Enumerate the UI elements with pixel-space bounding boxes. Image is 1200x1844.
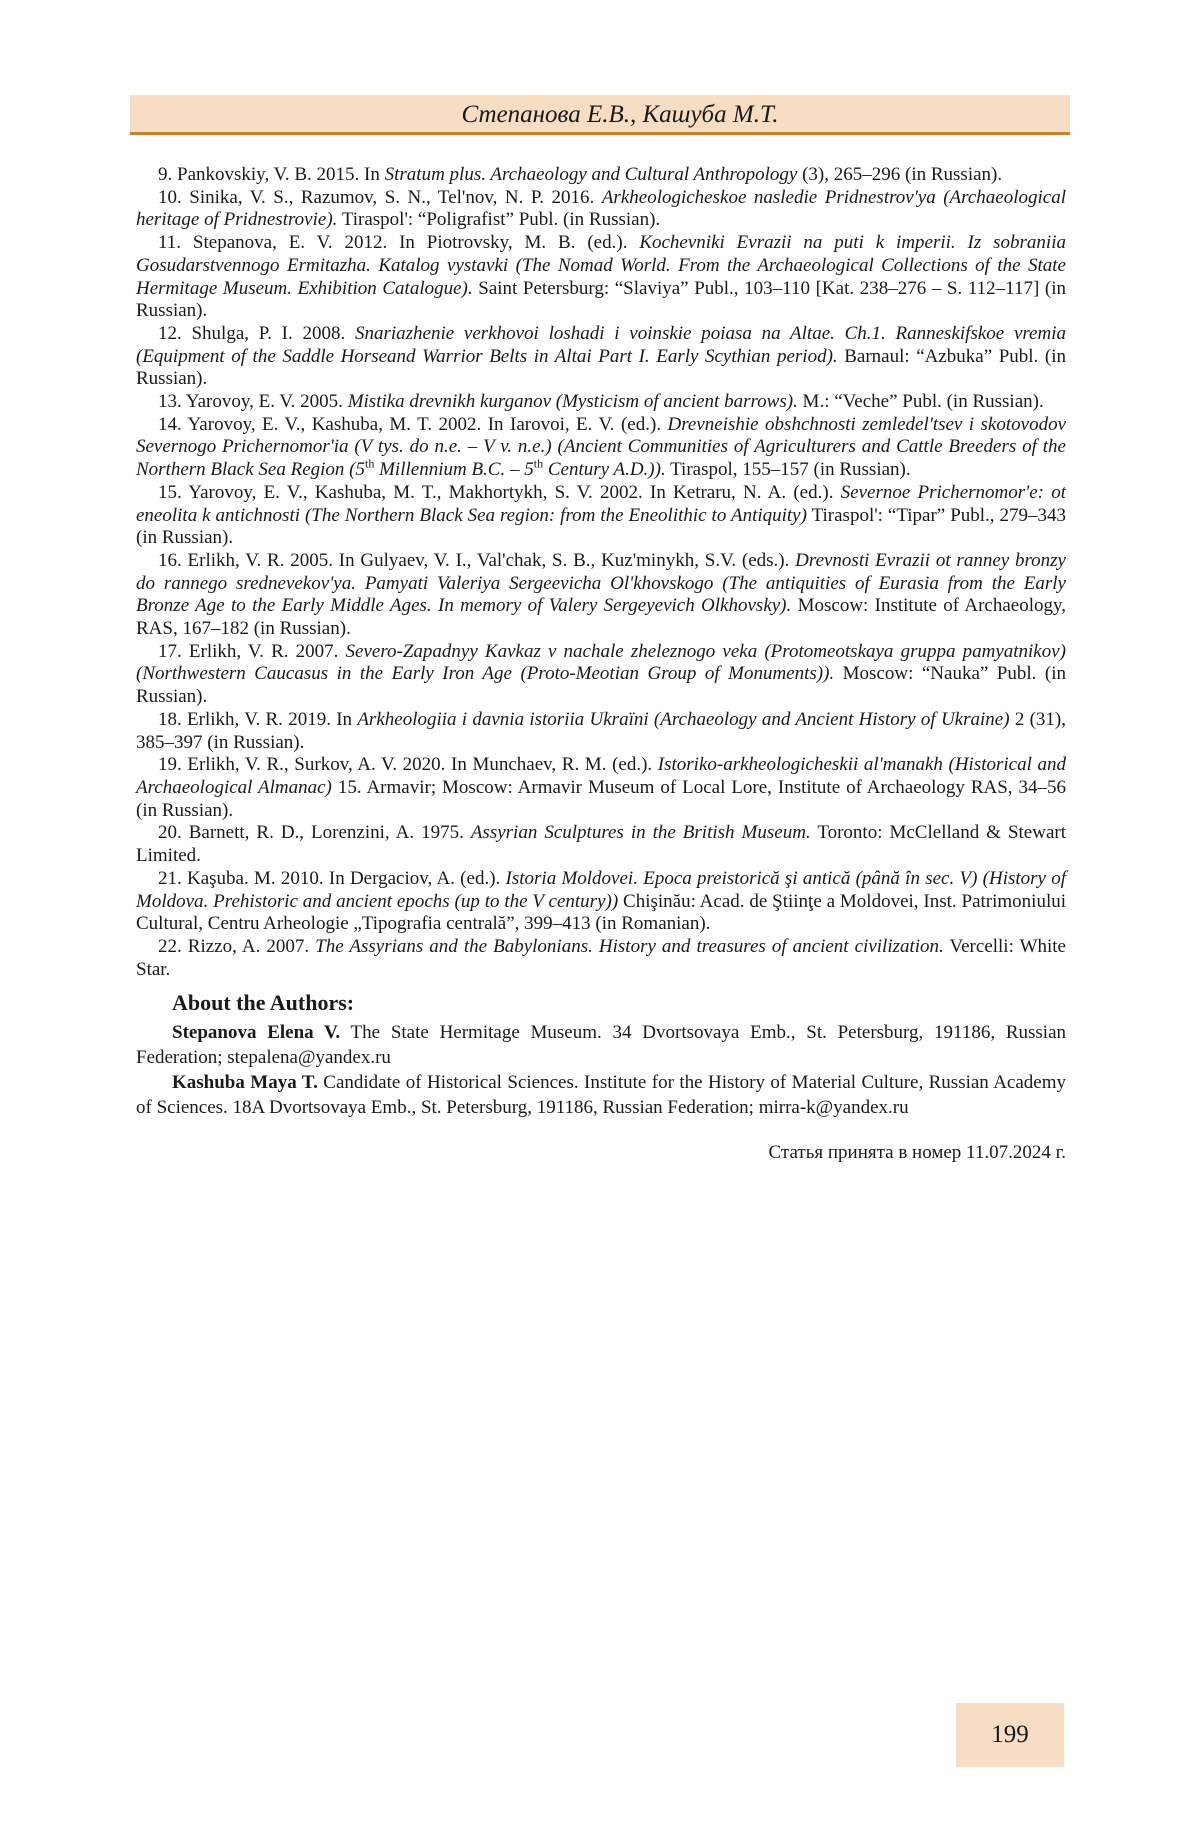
author-affiliation: The State Hermitage Museum. 34 Dvortsovaya Emb., St. Petersburg, 191186, Russian Federation; stepalena@yandex.ru xyxy=(136,1022,1066,1069)
reference-title: Arkheologicheskoe nasledie Pridnestrov'ya (Archaeological heritage of Pridnestrovie). xyxy=(136,186,1066,231)
authors-heading: About the Authors: xyxy=(172,990,355,1016)
reference-details: M.: “Veche” Publ. (in Russian). xyxy=(797,391,1044,413)
author-name: Kashuba Maya T. xyxy=(172,1072,318,1094)
reference-item xyxy=(136,391,1066,414)
reference-number: 14. xyxy=(158,413,182,435)
reference-number: 10. xyxy=(158,186,182,208)
reference-title: The Assyrians and the Babylonians. History and treasures of ancient civilization. xyxy=(315,935,944,957)
reference-item xyxy=(136,641,1066,709)
reference-number: 19. xyxy=(158,754,182,776)
reference-number: 18. xyxy=(158,708,182,730)
reference-title: Drevneishie obshchnosti zemledel'tsev i skotovodov Severnogo Prichernomor'ia (V tys. do n.e. – V v. n.e.) (Ancient Communities of Agriculturers and Cattle Breeders of the Northern Black Sea Region (5 xyxy=(136,413,1066,481)
reference-title-cont: Century A.D.)). xyxy=(543,459,666,481)
reference-number: 12. xyxy=(158,322,182,344)
page-number: 199 xyxy=(991,1721,1029,1748)
reference-authors: Erlikh, V. R. 2019. In xyxy=(181,708,358,730)
reference-item xyxy=(136,414,1066,482)
reference-authors: Yarovoy, E. V., Kashuba, M. T., Makhortykh, S. V. 2002. In Ketraru, N. A. (ed.). xyxy=(181,481,841,503)
reference-superscript: th xyxy=(365,456,375,471)
page-content xyxy=(136,164,1066,1165)
reference-details: (3), 265–296 (in Russian). xyxy=(797,164,1003,185)
reference-number: 17. xyxy=(158,640,182,662)
reference-item xyxy=(136,187,1066,232)
reference-title: Drevnosti Evrazii ot ranney bronzy do rannego srednevekov'ya. Pamyati Valeriya Sergeevicha Ol'khovskogo (The antiquities of Eurasia from the Early Bronze Age to the Early Middle Ages. In memory of Valery Sergeyevich Olkhovsky). xyxy=(136,549,1066,617)
reference-details: Tiraspol': “Poligrafist” Publ. (in Russian). xyxy=(337,209,661,231)
reference-item xyxy=(136,754,1066,822)
reference-title-cont: Millennium B.C. – 5 xyxy=(374,459,534,481)
reference-title: Kochevniki Evrazii na puti k imperii. Iz sobraniia Gosudarstvennogo Ermitazha. Katalog vystavki (The Nomad World. From the Archaeological Collections of the State Hermitage Museum. Exhibition Catalogue). xyxy=(136,232,1066,299)
authors-list xyxy=(136,1020,1066,1120)
reference-details: Saint Petersburg: “Slaviya” Publ., 103–110 [Kat. 238–276 – S. 112–117] (in Russian). xyxy=(136,277,1067,322)
reference-details: 2 (31), 385–397 (in Russian). xyxy=(136,708,1067,753)
reference-details: Toronto: McClelland & Stewart Limited. xyxy=(136,822,1066,867)
accepted-date-note: Статья принята в номер 11.07.2024 г. xyxy=(768,1142,1066,1164)
reference-item xyxy=(136,164,1066,187)
reference-title: Stratum plus. Archaeology and Cultural Anthropology xyxy=(384,164,798,185)
reference-authors: Erlikh, V. R., Surkov, A. V. 2020. In Munchaev, R. M. (ed.). xyxy=(181,754,658,776)
reference-item xyxy=(136,709,1066,754)
author-entry xyxy=(136,1020,1066,1070)
reference-details: Tiraspol': “Tipar” Publ., 279–343 (in Russian). xyxy=(136,504,1066,549)
reference-authors: Stepanova, E. V. 2012. In Piotrovsky, M. B. (ed.). xyxy=(181,232,640,254)
reference-details: Tiraspol, 155–157 (in Russian). xyxy=(665,459,911,481)
page-number-box xyxy=(956,1703,1064,1767)
reference-details: 15. Armavir; Moscow: Armavir Museum of Local Lore, Institute of Archaeology RAS, 34–56 (in Russian). xyxy=(136,776,1066,821)
reference-details: Chişinău: Acad. de Ştiinţe a Moldovei, Inst. Patrimoniului Cultural, Centru Arheologie „Tipografia centrală”, 399–413 (in Romanian). xyxy=(136,890,1067,935)
reference-number: 20. xyxy=(158,822,182,844)
reference-title: Snariazhenie verkhovoi loshadi i voinskie poiasa na Altae. Ch.1. Ranneskifskoe vremia (Equipment of the Saddle Horseand Warrior Belts in Altai Part I. Early Scythian period). xyxy=(136,322,1066,367)
reference-title: Arkheologiia i davnia istoriia Ukraïni (Archaeology and Ancient History of Ukraine) xyxy=(357,708,1010,730)
author-affiliation: Candidate of Historical Sciences. Institute for the History of Material Culture, Russian Academy of Sciences. 18A Dvortsovaya Emb., St. Petersburg, 191186, Russian Federation; mirra-k@yandex.ru xyxy=(136,1072,1066,1119)
reference-authors: Yarovoy, E. V. 2005. xyxy=(181,391,348,413)
reference-authors: Shulga, P. I. 2008. xyxy=(181,322,355,344)
reference-title: Severnoe Prichernomor'e: ot eneolita k antichnosti (The Northern Black Sea region: from the Eneolithic to Antiquity) xyxy=(136,481,1066,526)
reference-details: Moscow: “Nauka” Publ. (in Russian). xyxy=(136,663,1066,708)
header-title: Степанова Е.В., Кашуба М.Т. xyxy=(461,101,779,128)
reference-title: Severo-Zapadnyy Kavkaz v nachale zheleznogo veka (Protomeotskaya gruppa pamyatnikov) (Northwestern Caucasus in the Early Iron Age (Proto-Meotian Group of Monuments)). xyxy=(136,640,1067,685)
reference-item xyxy=(136,232,1066,323)
reference-authors: Erlikh, V. R. 2005. In Gulyaev, V. I., Val'chak, S. B., Kuz'minykh, S.V. (eds.). xyxy=(181,549,796,571)
reference-title: Istoria Moldovei. Epoca preistorică şi antică (până în sec. V) (History of Moldova. Prehistoric and ancient epochs (up to the V century)) xyxy=(136,867,1067,912)
reference-item xyxy=(136,868,1066,936)
reference-authors: Barnett, R. D., Lorenzini, A. 1975. xyxy=(181,822,471,844)
reference-item xyxy=(136,482,1066,550)
reference-title: Istoriko-arkheologicheskii al'manakh (Historical and Archaeological Almanac) xyxy=(136,754,1067,798)
reference-details: Barnaul: “Azbuka” Publ. (in Russian). xyxy=(136,345,1066,390)
reference-details: Moscow: Institute of Archaeology, RAS, 167–182 (in Russian). xyxy=(136,595,1066,640)
reference-authors: Yarovoy, E. V., Kashuba, M. T. 2002. In Iarovoi, E. V. (ed.). xyxy=(181,413,668,435)
reference-number: 11. xyxy=(158,232,182,254)
reference-item xyxy=(136,550,1066,641)
reference-authors: Pankovskiy, V. B. 2015. In xyxy=(172,164,385,185)
reference-number: 16. xyxy=(158,549,182,571)
reference-title: Mistika drevnikh kurganov (Mysticism of ancient barrows). xyxy=(347,391,798,413)
author-name: Stepanova Elena V. xyxy=(172,1022,341,1044)
reference-authors: Erlikh, V. R. 2007. xyxy=(181,640,346,662)
reference-number: 15. xyxy=(158,481,182,503)
running-header xyxy=(130,95,1070,135)
author-entry xyxy=(136,1070,1066,1120)
reference-title: Assyrian Sculptures in the British Museum. xyxy=(470,822,811,844)
reference-details: Vercelli: White Star. xyxy=(136,935,1066,980)
reference-item xyxy=(136,822,1066,867)
reference-superscript: th xyxy=(533,456,544,471)
reference-item xyxy=(136,323,1066,391)
reference-number: 13. xyxy=(158,391,182,413)
reference-number: 21. xyxy=(158,867,182,889)
reference-authors: Rizzo, A. 2007. xyxy=(181,935,316,957)
reference-authors: Sinika, V. S., Razumov, S. N., Tel'nov, N. P. 2016. xyxy=(181,186,602,208)
reference-number: 22. xyxy=(158,935,182,957)
reference-number: 9. xyxy=(158,164,173,185)
reference-list xyxy=(136,164,1066,981)
reference-authors: Kaşuba. M. 2010. In Dergaciov, A. (ed.). xyxy=(181,867,506,889)
reference-item xyxy=(136,936,1066,981)
